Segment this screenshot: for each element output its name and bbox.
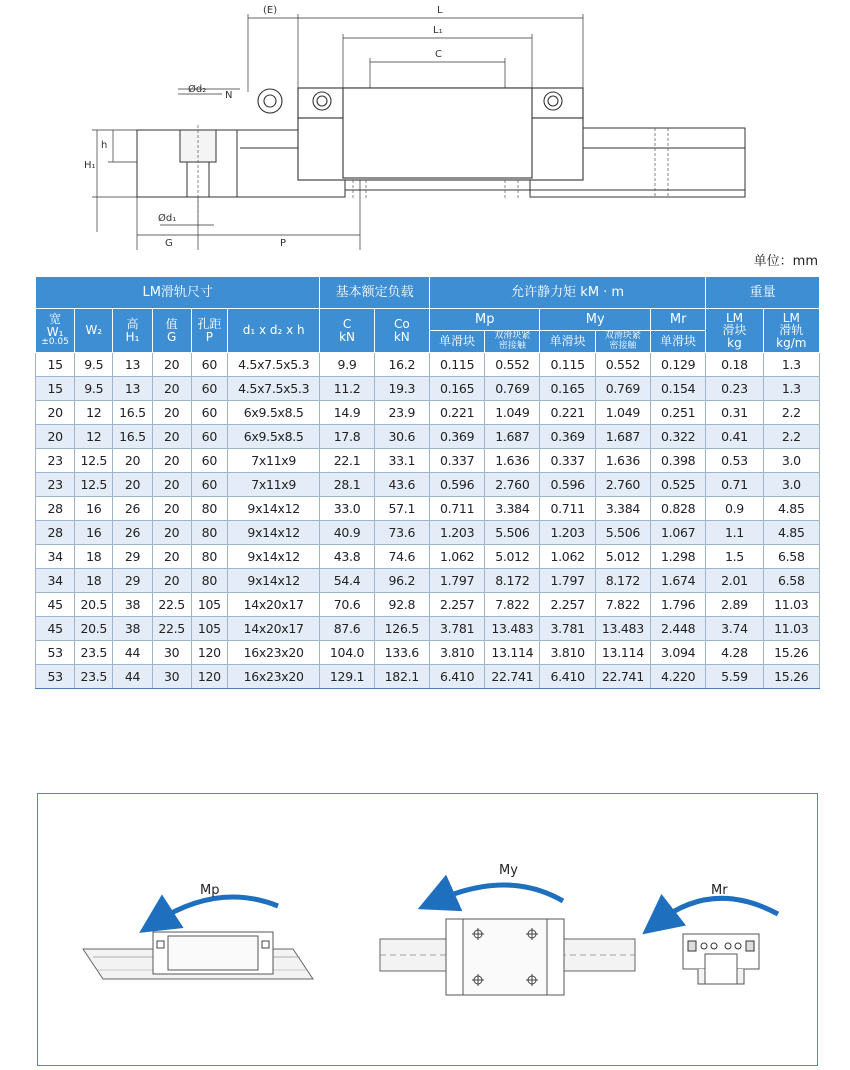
group-moment: 允许静力矩 kM · m [429,277,705,309]
table-row [36,665,820,689]
table-cell: 5.012 [485,545,540,569]
table-cell: 4.85 [763,521,819,545]
table-cell: 13 [113,353,152,377]
table-row [36,545,820,569]
table-cell: 22.1 [320,449,374,473]
table-cell: 60 [191,401,227,425]
header-w1 [36,309,75,353]
table-cell: 16.5 [113,425,152,449]
guide-rail-technical-drawing [0,0,850,250]
table-cell: 30.6 [374,425,429,449]
table-cell: 0.398 [651,449,706,473]
header-mp-double-a: 双滑块紧 [494,331,531,342]
header-co-b: kN [393,329,410,344]
header-g-a: 值 [165,316,178,331]
table-cell: 13.483 [485,617,540,641]
dim-d1-label: Ød₁ [158,213,177,224]
table-cell: 9.5 [75,353,113,377]
table-cell: 1.636 [595,449,650,473]
header-my-double-a: 双滑块紧 [604,331,641,342]
header-mp-double [485,331,540,353]
header-c [320,309,374,353]
my-label: My [499,863,518,878]
table-cell: 44 [113,641,152,665]
table-cell: 12 [75,425,113,449]
dim-n-label: N [225,90,233,101]
table-cell: 1.298 [651,545,706,569]
table-cell: 2.257 [429,593,484,617]
table-cell: 1.067 [651,521,706,545]
header-mp-single: 单滑块 [429,331,484,353]
table-cell: 53 [36,641,75,665]
table-cell: 30 [152,665,191,689]
table-cell: 4.28 [706,641,763,665]
table-cell: 3.384 [595,497,650,521]
header-my: My [540,309,651,331]
table-cell: 1.5 [706,545,763,569]
table-cell: 3.781 [540,617,595,641]
table-cell: 44 [113,665,152,689]
table-cell: 14x20x17 [227,617,319,641]
table-cell: 12.5 [75,449,113,473]
table-cell: 33.1 [374,449,429,473]
mr-label: Mr [711,883,728,898]
table-cell: 0.221 [429,401,484,425]
table-cell: 15.26 [763,641,819,665]
table-cell: 12.5 [75,473,113,497]
table-cell: 20 [113,449,152,473]
table-cell: 6.58 [763,569,819,593]
table-cell: 22.741 [485,665,540,689]
header-mp-double-b: 密接触 [498,340,526,351]
table-cell: 16 [75,521,113,545]
dim-c-label: C [435,49,442,60]
table-cell: 9x14x12 [227,545,319,569]
table-cell: 96.2 [374,569,429,593]
table-cell: 3.0 [763,473,819,497]
table-cell: 1.062 [540,545,595,569]
dim-d2-label: Ød₂ [188,84,207,95]
table-row [36,641,820,665]
table-cell: 57.1 [374,497,429,521]
table-row [36,449,820,473]
table-cell: 30 [152,641,191,665]
mp-diagram [83,883,313,979]
table-cell: 0.71 [706,473,763,497]
table-cell: 23 [36,473,75,497]
table-cell: 43.8 [320,545,374,569]
table-cell: 34 [36,569,75,593]
table-cell: 0.525 [651,473,706,497]
table-cell: 133.6 [374,641,429,665]
table-cell: 20 [152,377,191,401]
table-cell: 53 [36,665,75,689]
table-cell: 29 [113,545,152,569]
table-row [36,401,820,425]
table-cell: 22.5 [152,593,191,617]
header-p-a: 孔距 [197,316,222,331]
table-cell: 16x23x20 [227,641,319,665]
mr-diagram [658,883,778,984]
table-cell: 105 [191,593,227,617]
table-cell: 45 [36,617,75,641]
table-cell: 0.552 [485,353,540,377]
table-cell: 2.89 [706,593,763,617]
table-cell: 3.094 [651,641,706,665]
table-cell: 29 [113,569,152,593]
table-cell: 8.172 [595,569,650,593]
table-cell: 60 [191,353,227,377]
header-dd: d₁ x d₂ x h [227,309,319,353]
header-w1-c: ±0.05 [41,337,69,348]
table-cell: 0.165 [429,377,484,401]
table-cell: 0.769 [595,377,650,401]
table-cell: 0.337 [429,449,484,473]
table-cell: 20 [36,425,75,449]
table-cell: 2.760 [485,473,540,497]
table-cell: 2.448 [651,617,706,641]
table-cell: 9x14x12 [227,497,319,521]
table-cell: 11.2 [320,377,374,401]
table-cell: 20 [152,473,191,497]
table-cell: 20 [152,425,191,449]
table-cell: 0.115 [429,353,484,377]
table-cell: 19.3 [374,377,429,401]
table-row [36,473,820,497]
table-cell: 23.5 [75,641,113,665]
header-wblock-b: 滑块 [722,323,747,338]
table-cell: 20 [152,497,191,521]
table-cell: 43.6 [374,473,429,497]
table-cell: 28 [36,497,75,521]
table-cell: 28 [36,521,75,545]
header-wblock-c: kg [727,335,742,350]
table-cell: 18 [75,545,113,569]
header-mp: Mp [429,309,540,331]
table-cell: 60 [191,425,227,449]
spec-table [35,276,820,689]
table-cell: 0.337 [540,449,595,473]
table-cell: 60 [191,473,227,497]
table-cell: 3.0 [763,449,819,473]
table-cell: 1.049 [485,401,540,425]
table-cell: 5.506 [485,521,540,545]
table-cell: 60 [191,377,227,401]
table-cell: 1.797 [540,569,595,593]
table-cell: 6x9.5x8.5 [227,401,319,425]
table-cell: 9x14x12 [227,521,319,545]
table-row [36,569,820,593]
table-cell: 8.172 [485,569,540,593]
table-cell: 182.1 [374,665,429,689]
table-row [36,353,820,377]
table-cell: 22.741 [595,665,650,689]
table-cell: 1.3 [763,377,819,401]
mp-label: Mp [200,883,220,898]
header-g-b: G [167,329,177,344]
table-cell: 6.410 [540,665,595,689]
table-cell: 9.9 [320,353,374,377]
header-wrail-a: LM [782,310,800,325]
table-row [36,521,820,545]
header-mr: Mr [651,309,706,331]
table-cell: 2.2 [763,425,819,449]
dim-l1-label: L₁ [433,25,443,36]
table-cell: 5.012 [595,545,650,569]
dim-h-label: h [101,140,108,151]
table-cell: 120 [191,641,227,665]
table-cell: 0.711 [540,497,595,521]
table-cell: 4.5x7.5x5.3 [227,353,319,377]
dim-g-label: G [165,238,173,249]
table-cell: 14x20x17 [227,593,319,617]
table-cell: 28.1 [320,473,374,497]
table-cell: 0.53 [706,449,763,473]
table-cell: 1.203 [429,521,484,545]
table-cell: 7.822 [595,593,650,617]
table-cell: 0.31 [706,401,763,425]
table-cell: 4.5x7.5x5.3 [227,377,319,401]
table-cell: 80 [191,521,227,545]
table-cell: 23.9 [374,401,429,425]
table-cell: 16 [75,497,113,521]
table-cell: 0.596 [540,473,595,497]
table-cell: 12 [75,401,113,425]
unit-label: 单位：mm [753,254,818,269]
table-cell: 4.85 [763,497,819,521]
table-cell: 16.5 [113,401,152,425]
table-cell: 15 [36,353,75,377]
table-cell: 26 [113,521,152,545]
table-cell: 54.4 [320,569,374,593]
table-cell: 38 [113,617,152,641]
table-cell: 11.03 [763,593,819,617]
table-row [36,497,820,521]
table-cell: 0.552 [595,353,650,377]
table-cell: 0.322 [651,425,706,449]
table-cell: 80 [191,545,227,569]
table-cell: 104.0 [320,641,374,665]
moment-diagrams [38,794,819,1067]
table-cell: 40.9 [320,521,374,545]
group-rail-size: LM滑轨尺寸 [36,277,320,309]
table-cell: 87.6 [320,617,374,641]
table-cell: 1.687 [595,425,650,449]
moment-diagram-panel [37,793,818,1066]
table-cell: 1.796 [651,593,706,617]
table-cell: 26 [113,497,152,521]
table-cell: 6x9.5x8.5 [227,425,319,449]
table-cell: 15.26 [763,665,819,689]
header-p-b: P [205,329,213,344]
dim-l-label: L [437,5,443,16]
dim-e-label: (E) [263,5,278,16]
table-cell: 7.822 [485,593,540,617]
table-cell: 2.2 [763,401,819,425]
table-cell: 2.760 [595,473,650,497]
table-cell: 18 [75,569,113,593]
table-cell: 7x11x9 [227,473,319,497]
my-diagram [380,863,635,995]
table-cell: 80 [191,569,227,593]
table-cell: 3.810 [540,641,595,665]
table-cell: 20 [36,401,75,425]
header-h1 [113,309,152,353]
table-row [36,593,820,617]
table-cell: 17.8 [320,425,374,449]
table-cell: 0.369 [540,425,595,449]
table-cell: 105 [191,617,227,641]
table-cell: 38 [113,593,152,617]
table-cell: 0.23 [706,377,763,401]
header-wrail-c: kg/m [776,335,807,350]
table-cell: 20 [152,401,191,425]
table-cell: 33.0 [320,497,374,521]
spec-table-body [36,353,820,689]
table-cell: 1.687 [485,425,540,449]
table-cell: 14.9 [320,401,374,425]
table-cell: 13.114 [485,641,540,665]
table-cell: 0.9 [706,497,763,521]
header-weight-rail [763,309,819,353]
table-cell: 1.203 [540,521,595,545]
table-cell: 80 [191,497,227,521]
table-cell: 23.5 [75,665,113,689]
table-cell: 0.369 [429,425,484,449]
table-cell: 16.2 [374,353,429,377]
table-cell: 6.410 [429,665,484,689]
table-cell: 2.257 [540,593,595,617]
table-cell: 2.01 [706,569,763,593]
table-cell: 73.6 [374,521,429,545]
table-cell: 129.1 [320,665,374,689]
group-weight: 重量 [706,277,820,309]
table-cell: 34 [36,545,75,569]
table-cell: 3.74 [706,617,763,641]
table-cell: 1.3 [763,353,819,377]
table-cell: 20.5 [75,617,113,641]
table-cell: 45 [36,593,75,617]
table-cell: 1.049 [595,401,650,425]
table-cell: 0.221 [540,401,595,425]
dim-p-label: P [280,238,287,249]
header-my-double [595,331,650,353]
table-cell: 120 [191,665,227,689]
header-weight-block [706,309,763,353]
table-cell: 13.483 [595,617,650,641]
table-cell: 0.129 [651,353,706,377]
table-cell: 16x23x20 [227,665,319,689]
table-cell: 4.220 [651,665,706,689]
table-cell: 0.769 [485,377,540,401]
header-h1-b: H₁ [125,329,140,344]
table-cell: 3.781 [429,617,484,641]
table-cell: 0.41 [706,425,763,449]
table-cell: 3.384 [485,497,540,521]
table-cell: 20.5 [75,593,113,617]
header-mr-single: 单滑块 [651,331,706,353]
table-cell: 0.18 [706,353,763,377]
table-cell: 3.810 [429,641,484,665]
table-cell: 20 [152,569,191,593]
table-cell: 92.8 [374,593,429,617]
table-cell: 23 [36,449,75,473]
header-w1-b: W₁ [46,324,64,339]
table-cell: 5.506 [595,521,650,545]
table-row [36,617,820,641]
header-w1-a: 宽 [49,312,62,327]
header-my-double-b: 密接触 [609,340,637,351]
table-cell: 6.58 [763,545,819,569]
table-cell: 20 [113,473,152,497]
header-p [191,309,227,353]
table-cell: 22.5 [152,617,191,641]
table-cell: 0.154 [651,377,706,401]
table-cell: 0.596 [429,473,484,497]
header-co [374,309,429,353]
header-c-b: kN [339,329,355,344]
header-co-a: Co [393,316,410,331]
table-cell: 74.6 [374,545,429,569]
table-cell: 7x11x9 [227,449,319,473]
group-load: 基本额定负载 [320,277,430,309]
table-cell: 1.674 [651,569,706,593]
table-cell: 20 [152,521,191,545]
table-cell: 1.1 [706,521,763,545]
table-cell: 20 [152,353,191,377]
table-cell: 60 [191,449,227,473]
table-cell: 0.251 [651,401,706,425]
table-cell: 0.711 [429,497,484,521]
table-cell: 13 [113,377,152,401]
table-cell: 0.828 [651,497,706,521]
table-cell: 20 [152,449,191,473]
table-row [36,425,820,449]
header-h1-a: 高 [126,316,139,331]
dim-h1-label: H₁ [84,160,96,171]
table-cell: 1.797 [429,569,484,593]
table-cell: 1.062 [429,545,484,569]
header-wrail-b: 滑轨 [779,323,804,338]
table-cell: 13.114 [595,641,650,665]
table-cell: 20 [152,545,191,569]
table-cell: 0.165 [540,377,595,401]
table-cell: 0.115 [540,353,595,377]
table-cell: 70.6 [320,593,374,617]
table-row [36,377,820,401]
table-cell: 15 [36,377,75,401]
table-cell: 126.5 [374,617,429,641]
table-cell: 1.636 [485,449,540,473]
table-cell: 11.03 [763,617,819,641]
header-w2: W₂ [75,309,113,353]
header-my-single: 单滑块 [540,331,595,353]
table-cell: 9.5 [75,377,113,401]
table-cell: 9x14x12 [227,569,319,593]
table-cell: 5.59 [706,665,763,689]
header-g [152,309,191,353]
header-wblock-a: LM [725,310,743,325]
header-c-a: C [342,316,352,331]
